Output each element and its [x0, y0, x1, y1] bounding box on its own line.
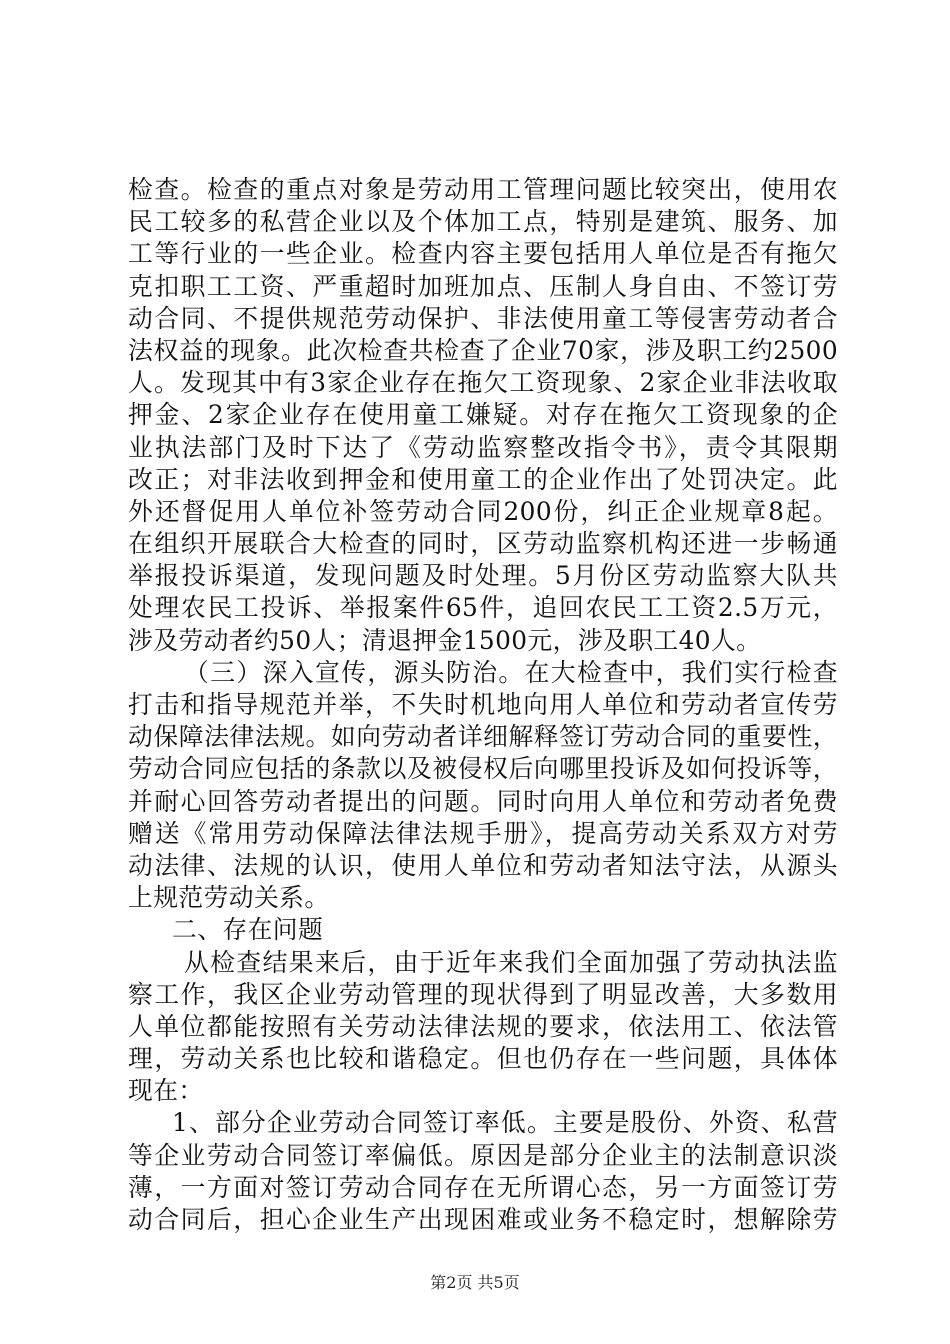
text-line: 劳动合同应包括的条款以及被侵权后向哪里投诉及如何投诉等，	[128, 754, 838, 784]
page-footer: 第2页 共5页	[430, 1273, 520, 1292]
text-line: 动保障法律法规。如向劳动者详细解释签订劳动合同的重要性，	[128, 722, 838, 752]
text-line: 动合同、不提供规范劳动保护、非法使用童工等侵害劳动者合	[128, 303, 838, 333]
text-line: 动合同后，担心企业生产出现困难或业务不稳定时，想解除劳	[128, 1205, 838, 1234]
text-line: 察工作，我区企业劳动管理的现状得到了明显改善，大多数用	[128, 979, 838, 1009]
text-line: 法权益的现象。此次检查共检查了企业70家，涉及职工约2500	[128, 335, 838, 365]
text-line: 业执法部门及时下达了《劳动监察整改指令书》，责令其限期	[128, 432, 838, 462]
text-line: 从检查结果来后，由于近年来我们全面加强了劳动执法监	[184, 947, 838, 977]
text-line: 薄，一方面对签订劳动合同存在无所谓心态，另一方面签订劳	[128, 1172, 838, 1202]
text-line: 现在：	[128, 1076, 204, 1106]
text-line: 改正；对非法收到押金和使用童工的企业作出了处罚决定。此	[128, 464, 838, 494]
text-line: 克扣职工工资、严重超时加班加点、压制人身自由、不签订劳	[128, 271, 838, 301]
text-line: 涉及劳动者约50人；清退押金1500元，涉及职工40人。	[128, 625, 762, 655]
text-line: 工等行业的一些企业。检查内容主要包括用人单位是否有拖欠	[128, 239, 838, 269]
text-line: 人。发现其中有3家企业存在拖欠工资现象、2家企业非法收取	[128, 368, 838, 398]
text-line: 上规范劳动关系。	[128, 883, 330, 913]
document-body	[128, 174, 838, 1236]
text-line: 在组织开展联合大检查的同时，区劳动监察机构还进一步畅通	[128, 529, 838, 559]
text-line: 赠送《常用劳动保障法律法规手册》，提高劳动关系双方对劳	[128, 818, 838, 848]
text-line: 理，劳动关系也比较和谐稳定。但也仍存在一些问题，具体体	[128, 1044, 838, 1074]
text-line: 动法律、法规的认识，使用人单位和劳动者知法守法，从源头	[128, 850, 838, 880]
text-line: 等企业劳动合同签订率偏低。原因是部分企业主的法制意识淡	[128, 1140, 838, 1170]
section-heading: 二、存在问题	[172, 915, 324, 945]
text-line: （三）深入宣传，源头防治。在大检查中，我们实行检查	[184, 657, 838, 687]
text-line: 处理农民工投诉、举报案件65件，追回农民工工资2.5万元，	[128, 593, 838, 623]
text-line: 1、部分企业劳动合同签订率低。主要是股份、外资、私营	[172, 1108, 838, 1138]
text-line: 押金、2家企业存在使用童工嫌疑。对存在拖欠工资现象的企	[128, 400, 838, 430]
text-line: 打击和指导规范并举，不失时机地向用人单位和劳动者宣传劳	[128, 690, 838, 719]
text-line: 举报投诉渠道，发现问题及时处理。5月份区劳动监察大队共	[128, 561, 838, 591]
text-line: 民工较多的私营企业以及个体加工点，特别是建筑、服务、加	[128, 207, 838, 237]
text-line: 人单位都能按照有关劳动法律法规的要求，依法用工、依法管	[128, 1011, 838, 1041]
text-line: 检查。检查的重点对象是劳动用工管理问题比较突出，使用农	[128, 175, 838, 204]
text-line: 并耐心回答劳动者提出的问题。同时向用人单位和劳动者免费	[128, 786, 838, 816]
text-line: 外还督促用人单位补签劳动合同200份，纠正企业规章8起。	[128, 496, 838, 526]
